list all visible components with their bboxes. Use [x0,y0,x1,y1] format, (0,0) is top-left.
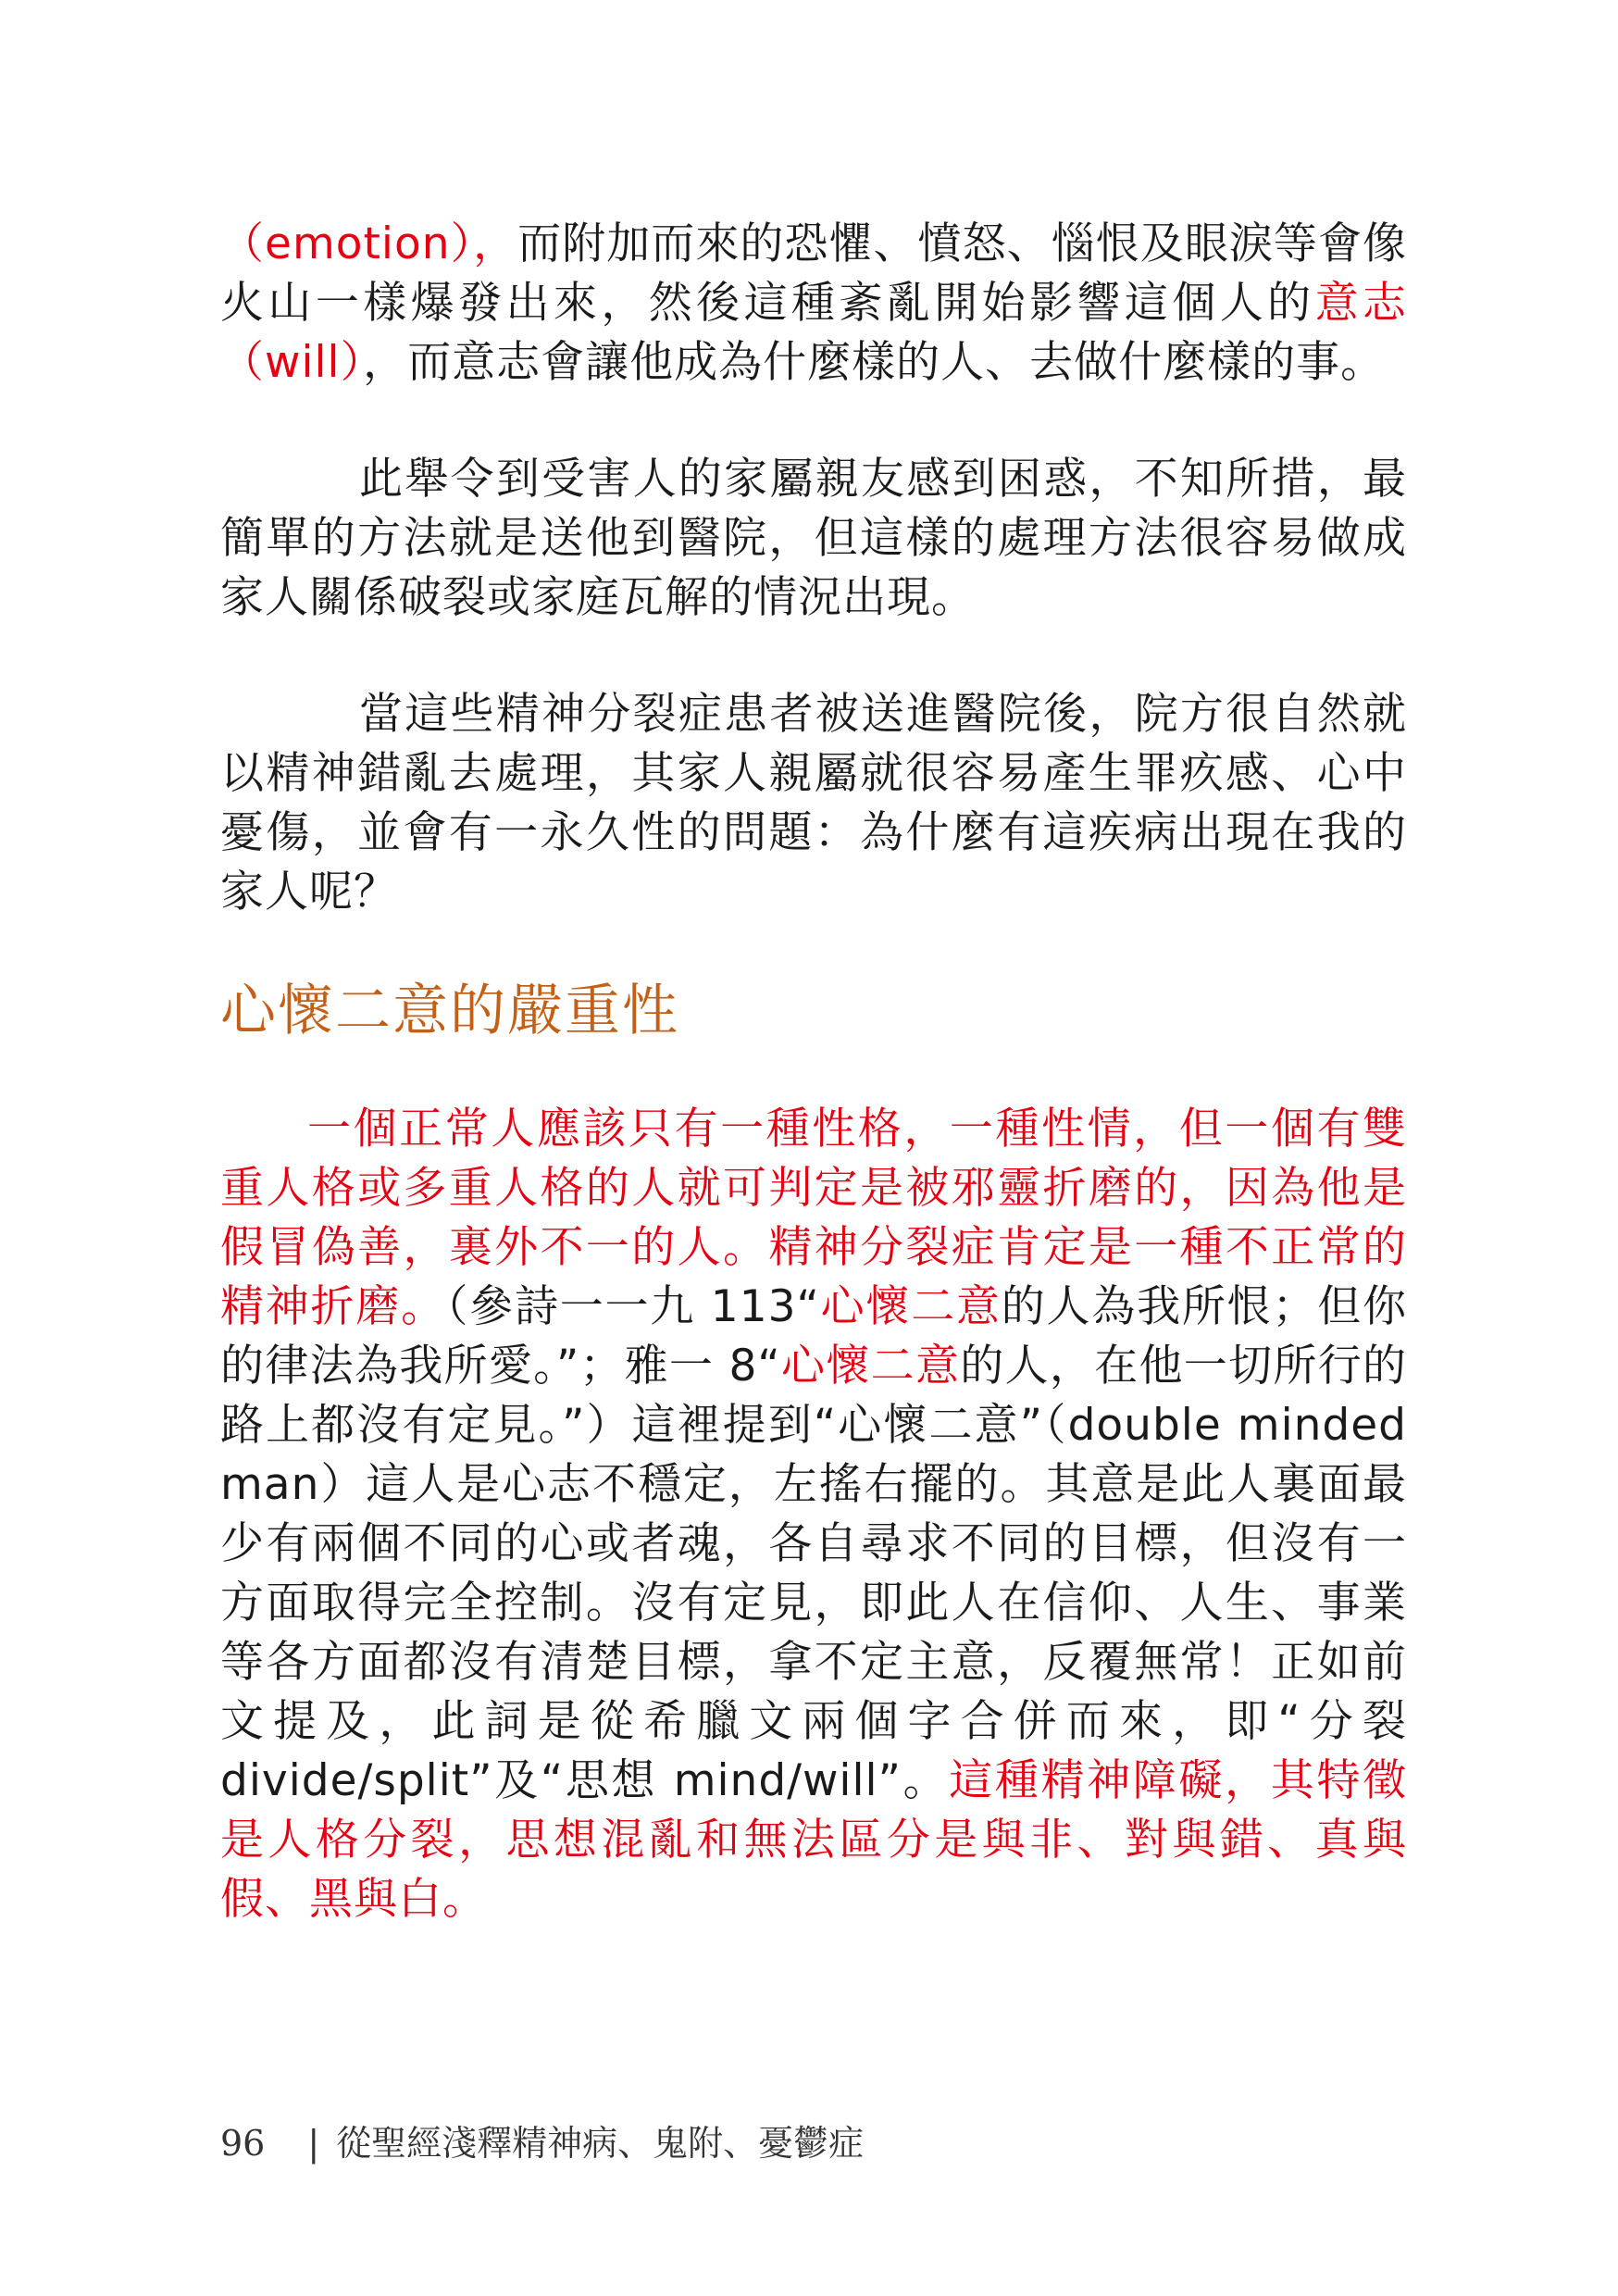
paragraph-family-confusion: 此舉令到受害人的家屬親友感到困惑，不知所措，最簡單的方法就是送他到醫院，但這樣的處理方法很容易做成家人關係破裂或家庭瓦解的情況出現。 [220,454,1407,623]
page-number: 96 [220,2123,266,2164]
highlighted-text: 這種精神障礙，其特徵是人格分裂，思想混亂和無法區分是與非、對與錯、真與假、黑與白。 [220,1755,1407,1925]
scripture-highlight: 心懷二意 [780,1341,961,1391]
footer-separator: | [307,2123,320,2164]
paragraph-double-minded [220,1100,1407,1929]
book-title: 從聖經淺釋精神病、鬼附、憂鬱症 [336,2123,865,2164]
section-heading: 心懷二意的嚴重性 [220,979,679,1043]
scripture-quote: 的人，在他一切所行的路上都沒有定見。 [220,1341,1408,1451]
paragraph-text: 而附加而來的恐懼、憤怒、惱恨及眼淚等會像火山一樣爆發出來，然後這種紊亂開始影響這個人的 [220,218,1407,329]
scripture-quote: 的人為我所恨；但你的律法為我所愛。 [220,1281,1408,1391]
paragraph-emotion-will [220,215,1407,393]
scripture-highlight: 心懷二意 [819,1281,1002,1332]
paragraph-hospital: 當這些精神分裂症患者被送進醫院後，院方很自然就以精神錯亂去處理，其家人親屬就很容易產生罪疚感、心中憂傷，並會有一永久性的問題：為什麼有這疾病出現在我的家人呢？ [220,689,1407,917]
reference-text: （參詩一一九 113“ [445,1281,820,1332]
page-body [220,215,1407,1929]
emotion-term: （emotion）， [220,218,518,269]
will-term: 意志（will） [220,278,1408,388]
paragraph-text: ，而意志會讓他成為什麼樣的人、去做什麼樣的事。 [363,337,1386,388]
page-footer [220,2120,864,2166]
paragraph-text: ”）這裡提到“心懷二意”（double minded man）這人是心志不穩定，左搖右擺的。其意是此人裏面最少有兩個不同的心或者魂，各自尋求不同的目標，但沒有一方面取得完全控制。沒有定見，即此人在信仰、人生、事業等各方面都沒有清楚目標，拿不定主意，反覆無常！正如前文提及，此詞是從希臘文兩個字合併而來，即“分裂 divide/split”及“思想 mind/will”。 [220,1400,1408,1806]
highlighted-text: 一個正常人應該只有一種性格，一種性情，但一個有雙重人格或多重人格的人就可判定是被邪靈折磨的，因為他是假冒偽善，裏外不一的人。精神分裂症肯定是一種不正常的精神折磨。 [220,1104,1407,1332]
reference-text: ”；雅一 8“ [555,1341,781,1391]
